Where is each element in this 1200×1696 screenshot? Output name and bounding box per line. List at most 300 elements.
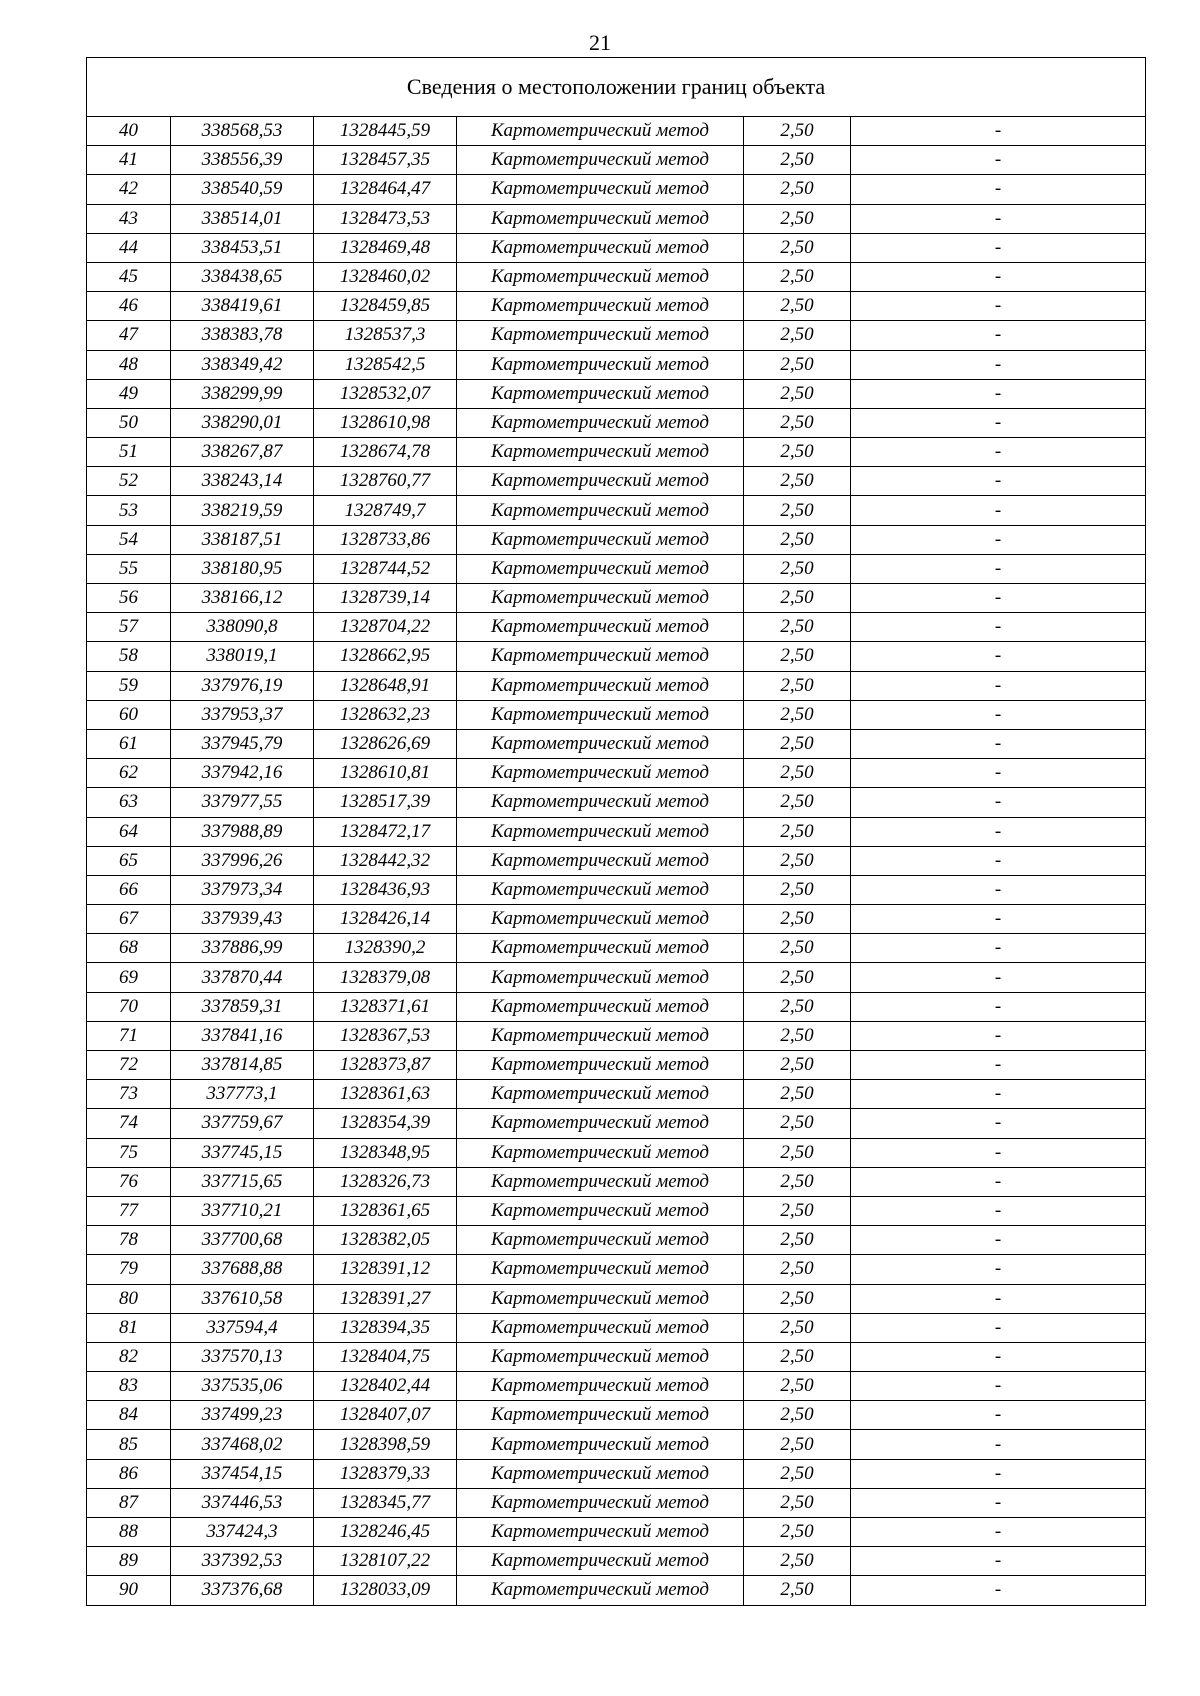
table-row bbox=[87, 1109, 1146, 1138]
cell-coord-x: 337859,31 bbox=[171, 992, 314, 1021]
cell-point-number: 89 bbox=[87, 1547, 171, 1576]
cell-accuracy: 2,50 bbox=[744, 408, 851, 437]
table-row bbox=[87, 1576, 1146, 1605]
cell-coord-x: 337424,3 bbox=[171, 1518, 314, 1547]
cell-accuracy: 2,50 bbox=[744, 1372, 851, 1401]
cell-accuracy: 2,50 bbox=[744, 1313, 851, 1342]
cell-description: - bbox=[851, 700, 1146, 729]
cell-coord-x: 337715,65 bbox=[171, 1167, 314, 1196]
cell-method: Картометрический метод bbox=[457, 1226, 744, 1255]
cell-point-number: 82 bbox=[87, 1342, 171, 1371]
cell-description: - bbox=[851, 992, 1146, 1021]
table-row bbox=[87, 554, 1146, 583]
cell-point-number: 63 bbox=[87, 788, 171, 817]
table-row bbox=[87, 1080, 1146, 1109]
cell-method: Картометрический метод bbox=[457, 1518, 744, 1547]
cell-method: Картометрический метод bbox=[457, 1459, 744, 1488]
cell-description: - bbox=[851, 1284, 1146, 1313]
cell-accuracy: 2,50 bbox=[744, 875, 851, 904]
cell-method: Картометрический метод bbox=[457, 1109, 744, 1138]
cell-coord-y: 1328460,02 bbox=[314, 262, 457, 291]
cell-accuracy: 2,50 bbox=[744, 1547, 851, 1576]
cell-coord-y: 1328398,59 bbox=[314, 1430, 457, 1459]
cell-method: Картометрический метод bbox=[457, 175, 744, 204]
table-row bbox=[87, 175, 1146, 204]
cell-point-number: 86 bbox=[87, 1459, 171, 1488]
cell-point-number: 61 bbox=[87, 729, 171, 758]
cell-point-number: 64 bbox=[87, 817, 171, 846]
table-row bbox=[87, 992, 1146, 1021]
cell-description: - bbox=[851, 1167, 1146, 1196]
cell-description: - bbox=[851, 146, 1146, 175]
cell-accuracy: 2,50 bbox=[744, 846, 851, 875]
cell-method: Картометрический метод bbox=[457, 1080, 744, 1109]
cell-point-number: 60 bbox=[87, 700, 171, 729]
cell-accuracy: 2,50 bbox=[744, 292, 851, 321]
cell-description: - bbox=[851, 1196, 1146, 1225]
cell-coord-x: 337710,21 bbox=[171, 1196, 314, 1225]
cell-point-number: 70 bbox=[87, 992, 171, 1021]
cell-method: Картометрический метод bbox=[457, 1167, 744, 1196]
cell-description: - bbox=[851, 321, 1146, 350]
cell-accuracy: 2,50 bbox=[744, 700, 851, 729]
cell-coord-y: 1328354,39 bbox=[314, 1109, 457, 1138]
cell-method: Картометрический метод bbox=[457, 905, 744, 934]
cell-accuracy: 2,50 bbox=[744, 1518, 851, 1547]
cell-method: Картометрический метод bbox=[457, 1255, 744, 1284]
cell-method: Картометрический метод bbox=[457, 1342, 744, 1371]
cell-coord-x: 338267,87 bbox=[171, 438, 314, 467]
cell-accuracy: 2,50 bbox=[744, 233, 851, 262]
cell-coord-y: 1328390,2 bbox=[314, 934, 457, 963]
cell-coord-y: 1328704,22 bbox=[314, 613, 457, 642]
cell-description: - bbox=[851, 613, 1146, 642]
cell-coord-x: 337594,4 bbox=[171, 1313, 314, 1342]
cell-description: - bbox=[851, 963, 1146, 992]
table-row bbox=[87, 934, 1146, 963]
table-row bbox=[87, 963, 1146, 992]
cell-point-number: 75 bbox=[87, 1138, 171, 1167]
cell-method: Картометрический метод bbox=[457, 408, 744, 437]
cell-description: - bbox=[851, 1080, 1146, 1109]
cell-coord-x: 337814,85 bbox=[171, 1051, 314, 1080]
cell-coord-y: 1328371,61 bbox=[314, 992, 457, 1021]
cell-coord-y: 1328445,59 bbox=[314, 117, 457, 146]
cell-description: - bbox=[851, 1342, 1146, 1371]
cell-coord-x: 337870,44 bbox=[171, 963, 314, 992]
cell-method: Картометрический метод bbox=[457, 759, 744, 788]
cell-coord-x: 337996,26 bbox=[171, 846, 314, 875]
table-row bbox=[87, 1313, 1146, 1342]
cell-method: Картометрический метод bbox=[457, 1488, 744, 1517]
cell-point-number: 85 bbox=[87, 1430, 171, 1459]
cell-accuracy: 2,50 bbox=[744, 117, 851, 146]
cell-coord-x: 338453,51 bbox=[171, 233, 314, 262]
cell-method: Картометрический метод bbox=[457, 1196, 744, 1225]
cell-coord-y: 1328744,52 bbox=[314, 554, 457, 583]
table-row bbox=[87, 262, 1146, 291]
cell-point-number: 55 bbox=[87, 554, 171, 583]
cell-accuracy: 2,50 bbox=[744, 350, 851, 379]
cell-coord-x: 338243,14 bbox=[171, 467, 314, 496]
cell-coord-y: 1328469,48 bbox=[314, 233, 457, 262]
cell-point-number: 52 bbox=[87, 467, 171, 496]
cell-method: Картометрический метод bbox=[457, 700, 744, 729]
cell-coord-x: 338299,99 bbox=[171, 379, 314, 408]
table-row bbox=[87, 496, 1146, 525]
cell-description: - bbox=[851, 1430, 1146, 1459]
table-row bbox=[87, 846, 1146, 875]
cell-coord-y: 1328348,95 bbox=[314, 1138, 457, 1167]
table-row bbox=[87, 788, 1146, 817]
cell-description: - bbox=[851, 788, 1146, 817]
cell-coord-x: 338419,61 bbox=[171, 292, 314, 321]
cell-coord-x: 338166,12 bbox=[171, 584, 314, 613]
cell-accuracy: 2,50 bbox=[744, 613, 851, 642]
cell-description: - bbox=[851, 1518, 1146, 1547]
cell-coord-x: 338090,8 bbox=[171, 613, 314, 642]
cell-point-number: 72 bbox=[87, 1051, 171, 1080]
cell-coord-y: 1328404,75 bbox=[314, 1342, 457, 1371]
cell-accuracy: 2,50 bbox=[744, 146, 851, 175]
table-row bbox=[87, 1401, 1146, 1430]
cell-coord-y: 1328537,3 bbox=[314, 321, 457, 350]
cell-coord-x: 338019,1 bbox=[171, 642, 314, 671]
cell-point-number: 69 bbox=[87, 963, 171, 992]
cell-coord-x: 338290,01 bbox=[171, 408, 314, 437]
cell-accuracy: 2,50 bbox=[744, 262, 851, 291]
cell-coord-y: 1328733,86 bbox=[314, 525, 457, 554]
cell-point-number: 74 bbox=[87, 1109, 171, 1138]
cell-point-number: 43 bbox=[87, 204, 171, 233]
table-row bbox=[87, 905, 1146, 934]
cell-accuracy: 2,50 bbox=[744, 729, 851, 758]
cell-accuracy: 2,50 bbox=[744, 1255, 851, 1284]
cell-coord-y: 1328442,32 bbox=[314, 846, 457, 875]
cell-method: Картометрический метод bbox=[457, 846, 744, 875]
cell-coord-y: 1328379,33 bbox=[314, 1459, 457, 1488]
cell-method: Картометрический метод bbox=[457, 642, 744, 671]
cell-method: Картометрический метод bbox=[457, 1051, 744, 1080]
cell-accuracy: 2,50 bbox=[744, 1167, 851, 1196]
cell-coord-y: 1328739,14 bbox=[314, 584, 457, 613]
cell-point-number: 68 bbox=[87, 934, 171, 963]
cell-accuracy: 2,50 bbox=[744, 1576, 851, 1605]
table-row bbox=[87, 146, 1146, 175]
table-row bbox=[87, 1138, 1146, 1167]
cell-coord-x: 337392,53 bbox=[171, 1547, 314, 1576]
cell-method: Картометрический метод bbox=[457, 379, 744, 408]
table-title: Сведения о местоположении границ объекта bbox=[87, 58, 1146, 117]
cell-coord-y: 1328246,45 bbox=[314, 1518, 457, 1547]
cell-description: - bbox=[851, 379, 1146, 408]
cell-accuracy: 2,50 bbox=[744, 1430, 851, 1459]
cell-accuracy: 2,50 bbox=[744, 671, 851, 700]
cell-method: Картометрический метод bbox=[457, 496, 744, 525]
cell-accuracy: 2,50 bbox=[744, 1226, 851, 1255]
cell-coord-x: 338514,01 bbox=[171, 204, 314, 233]
cell-description: - bbox=[851, 496, 1146, 525]
cell-method: Картометрический метод bbox=[457, 613, 744, 642]
cell-coord-y: 1328345,77 bbox=[314, 1488, 457, 1517]
table-title-row bbox=[87, 58, 1146, 117]
cell-point-number: 44 bbox=[87, 233, 171, 262]
cell-method: Картометрический метод bbox=[457, 1547, 744, 1576]
table-row bbox=[87, 1372, 1146, 1401]
cell-method: Картометрический метод bbox=[457, 788, 744, 817]
cell-method: Картометрический метод bbox=[457, 117, 744, 146]
cell-description: - bbox=[851, 117, 1146, 146]
cell-description: - bbox=[851, 233, 1146, 262]
cell-coord-x: 337376,68 bbox=[171, 1576, 314, 1605]
cell-coord-y: 1328632,23 bbox=[314, 700, 457, 729]
table-row bbox=[87, 729, 1146, 758]
cell-accuracy: 2,50 bbox=[744, 992, 851, 1021]
boundary-table bbox=[86, 57, 1146, 1606]
table-row bbox=[87, 1196, 1146, 1225]
table-row bbox=[87, 1255, 1146, 1284]
table-row bbox=[87, 1021, 1146, 1050]
cell-method: Картометрический метод bbox=[457, 963, 744, 992]
table-row bbox=[87, 321, 1146, 350]
table-row bbox=[87, 671, 1146, 700]
cell-accuracy: 2,50 bbox=[744, 1109, 851, 1138]
cell-method: Картометрический метод bbox=[457, 525, 744, 554]
cell-description: - bbox=[851, 408, 1146, 437]
cell-accuracy: 2,50 bbox=[744, 525, 851, 554]
table-row bbox=[87, 292, 1146, 321]
cell-description: - bbox=[851, 467, 1146, 496]
cell-point-number: 66 bbox=[87, 875, 171, 904]
cell-coord-y: 1328532,07 bbox=[314, 379, 457, 408]
cell-point-number: 83 bbox=[87, 1372, 171, 1401]
cell-accuracy: 2,50 bbox=[744, 905, 851, 934]
cell-coord-x: 337841,16 bbox=[171, 1021, 314, 1050]
cell-method: Картометрический метод bbox=[457, 1138, 744, 1167]
cell-coord-x: 337976,19 bbox=[171, 671, 314, 700]
cell-description: - bbox=[851, 1576, 1146, 1605]
table-row bbox=[87, 700, 1146, 729]
table-row bbox=[87, 350, 1146, 379]
cell-method: Картометрический метод bbox=[457, 321, 744, 350]
cell-accuracy: 2,50 bbox=[744, 759, 851, 788]
cell-point-number: 42 bbox=[87, 175, 171, 204]
cell-accuracy: 2,50 bbox=[744, 1196, 851, 1225]
cell-coord-x: 338349,42 bbox=[171, 350, 314, 379]
cell-point-number: 56 bbox=[87, 584, 171, 613]
cell-point-number: 50 bbox=[87, 408, 171, 437]
cell-description: - bbox=[851, 846, 1146, 875]
cell-coord-y: 1328464,47 bbox=[314, 175, 457, 204]
cell-coord-x: 337535,06 bbox=[171, 1372, 314, 1401]
cell-point-number: 58 bbox=[87, 642, 171, 671]
cell-coord-y: 1328662,95 bbox=[314, 642, 457, 671]
cell-coord-x: 337977,55 bbox=[171, 788, 314, 817]
cell-method: Картометрический метод bbox=[457, 1284, 744, 1313]
table-row bbox=[87, 379, 1146, 408]
cell-coord-y: 1328379,08 bbox=[314, 963, 457, 992]
cell-coord-x: 337773,1 bbox=[171, 1080, 314, 1109]
cell-coord-y: 1328472,17 bbox=[314, 817, 457, 846]
cell-description: - bbox=[851, 905, 1146, 934]
cell-coord-y: 1328749,7 bbox=[314, 496, 457, 525]
table-row bbox=[87, 525, 1146, 554]
cell-description: - bbox=[851, 934, 1146, 963]
cell-description: - bbox=[851, 1109, 1146, 1138]
cell-coord-y: 1328436,93 bbox=[314, 875, 457, 904]
cell-description: - bbox=[851, 1226, 1146, 1255]
cell-accuracy: 2,50 bbox=[744, 1488, 851, 1517]
cell-method: Картометрический метод bbox=[457, 671, 744, 700]
cell-description: - bbox=[851, 438, 1146, 467]
cell-accuracy: 2,50 bbox=[744, 467, 851, 496]
cell-method: Картометрический метод bbox=[457, 204, 744, 233]
cell-description: - bbox=[851, 525, 1146, 554]
cell-point-number: 53 bbox=[87, 496, 171, 525]
table-row bbox=[87, 613, 1146, 642]
cell-point-number: 57 bbox=[87, 613, 171, 642]
cell-coord-y: 1328373,87 bbox=[314, 1051, 457, 1080]
cell-point-number: 67 bbox=[87, 905, 171, 934]
cell-coord-y: 1328426,14 bbox=[314, 905, 457, 934]
table-row bbox=[87, 233, 1146, 262]
cell-method: Картометрический метод bbox=[457, 350, 744, 379]
cell-coord-y: 1328402,44 bbox=[314, 1372, 457, 1401]
table-row bbox=[87, 117, 1146, 146]
cell-description: - bbox=[851, 1138, 1146, 1167]
table-row bbox=[87, 642, 1146, 671]
cell-method: Картометрический метод bbox=[457, 817, 744, 846]
cell-point-number: 65 bbox=[87, 846, 171, 875]
cell-accuracy: 2,50 bbox=[744, 321, 851, 350]
page-number: 21 bbox=[589, 30, 611, 55]
cell-coord-x: 337953,37 bbox=[171, 700, 314, 729]
table-row bbox=[87, 875, 1146, 904]
cell-description: - bbox=[851, 875, 1146, 904]
cell-coord-y: 1328107,22 bbox=[314, 1547, 457, 1576]
cell-coord-x: 337759,67 bbox=[171, 1109, 314, 1138]
cell-description: - bbox=[851, 350, 1146, 379]
cell-coord-x: 337942,16 bbox=[171, 759, 314, 788]
cell-method: Картометрический метод bbox=[457, 262, 744, 291]
cell-description: - bbox=[851, 292, 1146, 321]
cell-accuracy: 2,50 bbox=[744, 1138, 851, 1167]
cell-method: Картометрический метод bbox=[457, 233, 744, 262]
table-row bbox=[87, 1051, 1146, 1080]
cell-point-number: 59 bbox=[87, 671, 171, 700]
table-row bbox=[87, 1547, 1146, 1576]
cell-coord-y: 1328361,63 bbox=[314, 1080, 457, 1109]
cell-accuracy: 2,50 bbox=[744, 934, 851, 963]
table-row bbox=[87, 467, 1146, 496]
cell-method: Картометрический метод bbox=[457, 1021, 744, 1050]
cell-coord-y: 1328367,53 bbox=[314, 1021, 457, 1050]
cell-method: Картометрический метод bbox=[457, 584, 744, 613]
cell-description: - bbox=[851, 1459, 1146, 1488]
cell-coord-y: 1328407,07 bbox=[314, 1401, 457, 1430]
table-row bbox=[87, 408, 1146, 437]
cell-accuracy: 2,50 bbox=[744, 1080, 851, 1109]
cell-description: - bbox=[851, 817, 1146, 846]
cell-accuracy: 2,50 bbox=[744, 496, 851, 525]
table-row bbox=[87, 817, 1146, 846]
cell-coord-x: 338219,59 bbox=[171, 496, 314, 525]
cell-description: - bbox=[851, 1547, 1146, 1576]
cell-point-number: 80 bbox=[87, 1284, 171, 1313]
cell-coord-x: 337468,02 bbox=[171, 1430, 314, 1459]
cell-method: Картометрический метод bbox=[457, 1372, 744, 1401]
cell-description: - bbox=[851, 175, 1146, 204]
cell-coord-x: 338180,95 bbox=[171, 554, 314, 583]
cell-accuracy: 2,50 bbox=[744, 1342, 851, 1371]
cell-point-number: 62 bbox=[87, 759, 171, 788]
cell-description: - bbox=[851, 1021, 1146, 1050]
cell-accuracy: 2,50 bbox=[744, 554, 851, 583]
cell-method: Картометрический метод bbox=[457, 1401, 744, 1430]
cell-point-number: 87 bbox=[87, 1488, 171, 1517]
cell-coord-y: 1328674,78 bbox=[314, 438, 457, 467]
cell-coord-x: 337610,58 bbox=[171, 1284, 314, 1313]
cell-description: - bbox=[851, 1488, 1146, 1517]
cell-description: - bbox=[851, 1372, 1146, 1401]
cell-point-number: 71 bbox=[87, 1021, 171, 1050]
cell-description: - bbox=[851, 554, 1146, 583]
cell-accuracy: 2,50 bbox=[744, 788, 851, 817]
cell-coord-x: 338383,78 bbox=[171, 321, 314, 350]
cell-coord-y: 1328626,69 bbox=[314, 729, 457, 758]
cell-point-number: 79 bbox=[87, 1255, 171, 1284]
cell-coord-x: 338556,39 bbox=[171, 146, 314, 175]
cell-accuracy: 2,50 bbox=[744, 1401, 851, 1430]
cell-point-number: 77 bbox=[87, 1196, 171, 1225]
cell-coord-x: 337945,79 bbox=[171, 729, 314, 758]
table-row bbox=[87, 438, 1146, 467]
cell-method: Картометрический метод bbox=[457, 292, 744, 321]
cell-description: - bbox=[851, 729, 1146, 758]
cell-method: Картометрический метод bbox=[457, 1430, 744, 1459]
table-row bbox=[87, 1226, 1146, 1255]
table-row bbox=[87, 1459, 1146, 1488]
cell-point-number: 45 bbox=[87, 262, 171, 291]
cell-coord-x: 337988,89 bbox=[171, 817, 314, 846]
cell-coord-x: 338187,51 bbox=[171, 525, 314, 554]
cell-coord-y: 1328648,91 bbox=[314, 671, 457, 700]
cell-coord-y: 1328394,35 bbox=[314, 1313, 457, 1342]
cell-accuracy: 2,50 bbox=[744, 817, 851, 846]
cell-point-number: 88 bbox=[87, 1518, 171, 1547]
cell-method: Картометрический метод bbox=[457, 467, 744, 496]
cell-coord-x: 337499,23 bbox=[171, 1401, 314, 1430]
cell-point-number: 46 bbox=[87, 292, 171, 321]
cell-accuracy: 2,50 bbox=[744, 584, 851, 613]
cell-point-number: 47 bbox=[87, 321, 171, 350]
cell-method: Картометрический метод bbox=[457, 554, 744, 583]
cell-coord-y: 1328361,65 bbox=[314, 1196, 457, 1225]
cell-coord-x: 337570,13 bbox=[171, 1342, 314, 1371]
cell-method: Картометрический метод bbox=[457, 1313, 744, 1342]
cell-coord-x: 338540,59 bbox=[171, 175, 314, 204]
cell-coord-x: 337688,88 bbox=[171, 1255, 314, 1284]
cell-description: - bbox=[851, 1255, 1146, 1284]
cell-description: - bbox=[851, 642, 1146, 671]
table-row bbox=[87, 1430, 1146, 1459]
cell-description: - bbox=[851, 1051, 1146, 1080]
cell-accuracy: 2,50 bbox=[744, 1459, 851, 1488]
cell-coord-y: 1328391,27 bbox=[314, 1284, 457, 1313]
cell-accuracy: 2,50 bbox=[744, 963, 851, 992]
table-row bbox=[87, 1167, 1146, 1196]
cell-coord-y: 1328457,35 bbox=[314, 146, 457, 175]
